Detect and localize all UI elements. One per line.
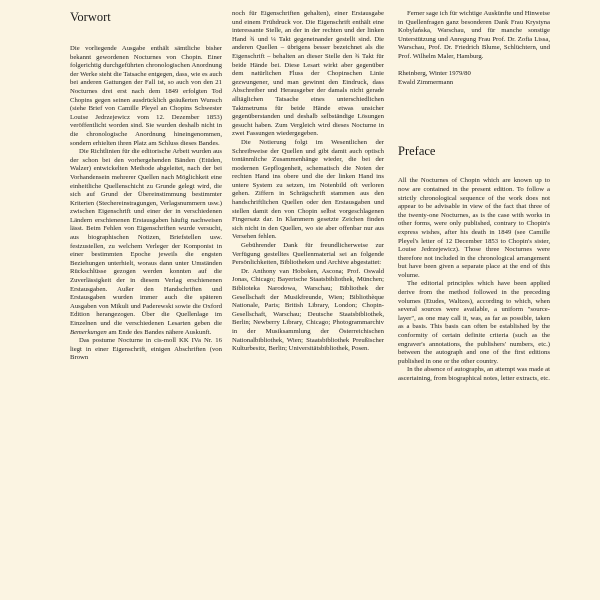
- preface-paragraph-2: The editorial principles which have been applied derive from the method followed in the preceding volumes (Etudes, Waltzes), according to which, when several sources were available, a uniform "source-layer", as one may call it, was, as far as possible, taken as a basis. This basis can often be established by the conformity of certain definite criteria (such as the engraver's annotations, the publishers' numbers, etc.) between the autograph and one of the first editions published in one or the other country.: [398, 280, 550, 365]
- preface-paragraph-3: In the absence of autographs, an attempt was made at ascertaining, from biographical notes, letter extracts, etc.: [398, 366, 550, 382]
- vorwort-paragraph-2-text: Die Richtlinien für die editorische Arbeit wurden aus der schon bei den vorhergehenden Bänden (Etüden, Walzer) entwickelten Methode abgeleitet, nach der bei Vorhandensein mehrerer Quellen nach Möglichkeit eine einheitliche Quellenschicht zu Grunde gelegt wird, die sich auf Grund der Übereinstimmung bestimmter Kriterien (Stechereinstragungen, Verlagsnummern usw.) zwischen Eigenschrift und einer der in verschiedenen Ländern erschienenen Erstausgaben häufig nachweisen lässt. Beim Fehlen von Eigenschriften wurde versucht, aus biographischen Notizen, Briefstellen usw. festzustellen, zu welchem Verleger der Komponist in einer bestimmten Epoche jeweils die engsten Beziehungen unterhielt, woraus dann unter Umständen Rückschlüsse gezogen werden konnten auf die Zuverlässigkeit der in diesem Verlag erschienenen Erstausgaben. Außer den Handschriften und Erstausgaben wurden immer auch die späteren Ausgaben von Mikuli und Paderewski sowie die Oxford Edition herangezogen. Über die Quellenlage im Einzelnen und die verschiedenen Lesarten geben die: [70, 148, 222, 327]
- preface-paragraph-1: All the Nocturnes of Chopin which are known up to now are contained in the present edition. To follow a strictly chronological sequence of the work does not appear to be advisable in view of the fact that three of the twenty-one Nocturnes, as is the case with works in other forms, were only published, contrary to Chopin's express wishes, after his death in 1849 (see Camille Pleyel's letter of 12 December 1853 to Chopin's sister, Louise Jedrzejewicz). Those three Nocturnes were therefore not included in the chronological arrangement but have been given a separate place at the end of this volume.: [398, 177, 550, 279]
- vorwort-paragraph-4: noch für Eigenschriften gehalten), einer Erstausgabe und einem Frühdruck vor. Die Eigenschrift enthält eine interessante Stelle, an der in der rechten und der linken Hand ¾ und ¼ Takt gegeneinander gestellt sind. Die anderen Quellen – übrigens besser bezeichnet als die Eigenschrift – behalten an dieser Stelle den ¾ Takt für beide Hände bei. Diese Lesart wirkt aber gegenüber dem natürlichen Fluss der Chopinschen Linie gezwungener, und man gewinnt den Eindruck, dass Abschreiber und Herausgeber der damals nicht gerade alltäglichen Tatsache eines unterschiedlichen Taktmetrums für beide Hände etwas unsicher gegenüberstanden und deshalb selbständige Lösungen gesucht haben. Zum Vergleich wird dieses Nocturne in zwei Fassungen wiedergegeben.: [232, 10, 384, 138]
- column-vorwort-continued: [232, 10, 384, 354]
- heading-preface: Preface: [398, 144, 436, 159]
- column-vorwort: [70, 10, 222, 363]
- acknowledgements-list: Dr. Anthony van Hoboken, Ascona; Prof. Oswald Jonas, Chicago; Bayerische Staatsbibliothek, München; Biblioteka Narodowa, Warschau; Bibliothek der Gesellschaft der Musikfreunde, Wien; Bibliothèque Nationale, Paris; British Library, London; Chopin-Gesellschaft, Warschau; Deutsche Staatsbibliothek, Berlin; Newberry Library, Chicago; Photogrammarchiv in der Musiksammlung der Österreichischen Nationalbibliothek, Wien; Staatsbibliothek Preußischer Kulturbesitz, Berlin; Universitätsbibliothek, Posen.: [232, 267, 384, 353]
- editor-name: Ewald Zimmermann: [398, 78, 454, 86]
- bemerkungen-emphasis: Bemerkungen: [70, 328, 107, 336]
- heading-vorwort: Vorwort: [70, 10, 111, 24]
- vorwort-paragraph-1: Die vorliegende Ausgabe enthält sämtliche bisher bekannt gewordenen Nocturnes von Chopin. Einer folgerichtig durchgeführten chronologischen Anordnung der Werke steht die Tatsache entgegen, dass, wie es auch bei anderen Gattungen der Fall ist, so auch von den 21 Nocturnes drei erst nach dem 1849 erfolgten Tod Chopins gegen seinen ausdrücklich geäußerten Wunsch (siehe Brief von Camille Pleyel an Chopins Schwester Louise Jedrzejewicz vom 12. Dezember 1853) veröffentlicht worden sind. Sie wurden deshalb nicht in die chronologische Anordnung hineingenommen, sondern erhielten ihren Platz am Schluss dieses Bandes.: [70, 45, 222, 147]
- vorwort-paragraph-3: Das postume Nocturne in cis-moll KK IVa Nr. 16 liegt in einer Eigenschrift, einigen Abschriften (von Brown: [70, 337, 222, 362]
- vorwort-paragraph-6: Gebührender Dank für freundlicherweise zur Verfügung gestelltes Quellenmaterial sei an folgende Persönlichkeiten, Bibliotheken und Archive abgestattet:: [232, 242, 384, 267]
- vorwort-paragraph-2-tail: am Ende des Bandes nähere Auskunft.: [106, 328, 212, 336]
- column-preface: [398, 10, 550, 384]
- vorwort-paragraph-7: Ferner sage ich für wichtige Auskünfte und Hinweise in Quellenfragen ganz besonderen Dank Frau Krystyna Kobylańska, Warschau, und für manche sonstige Unterstützung und Anregung Frau Prof. Dr. Zofia Lissa, Warschau, Prof. Dr. Friedrich Blume, Schlüchtern, und Prof. Wilhelm Maler, Hamburg.: [398, 10, 550, 60]
- vorwort-paragraph-2: [70, 148, 222, 337]
- vorwort-paragraph-5: Die Notierung folgt im Wesentlichen der Schreibweise der Quellen und gibt damit auch optisch tontänmliche Zusammenhänge wieder, die bei der modernen Gepflogenheit, schematisch die Noten der rechten Hand ins obere und die der linken Hand ins untere System zu setzen, im Notenbild oft verloren gehen. Ziffern in Schrägschrift stammen aus den handschriftlichen Quellen oder den Erstausgaben und stellen damit den von Chopin selbst vorgeschlagenen Fingersatz dar. In Klammern gesetzte Zeichen finden sich nicht in den Quellen, wo sie aber offenbar nur aus Versehen fehlen.: [232, 138, 384, 241]
- place-date: Rheinberg, Winter 1979/80: [398, 70, 471, 78]
